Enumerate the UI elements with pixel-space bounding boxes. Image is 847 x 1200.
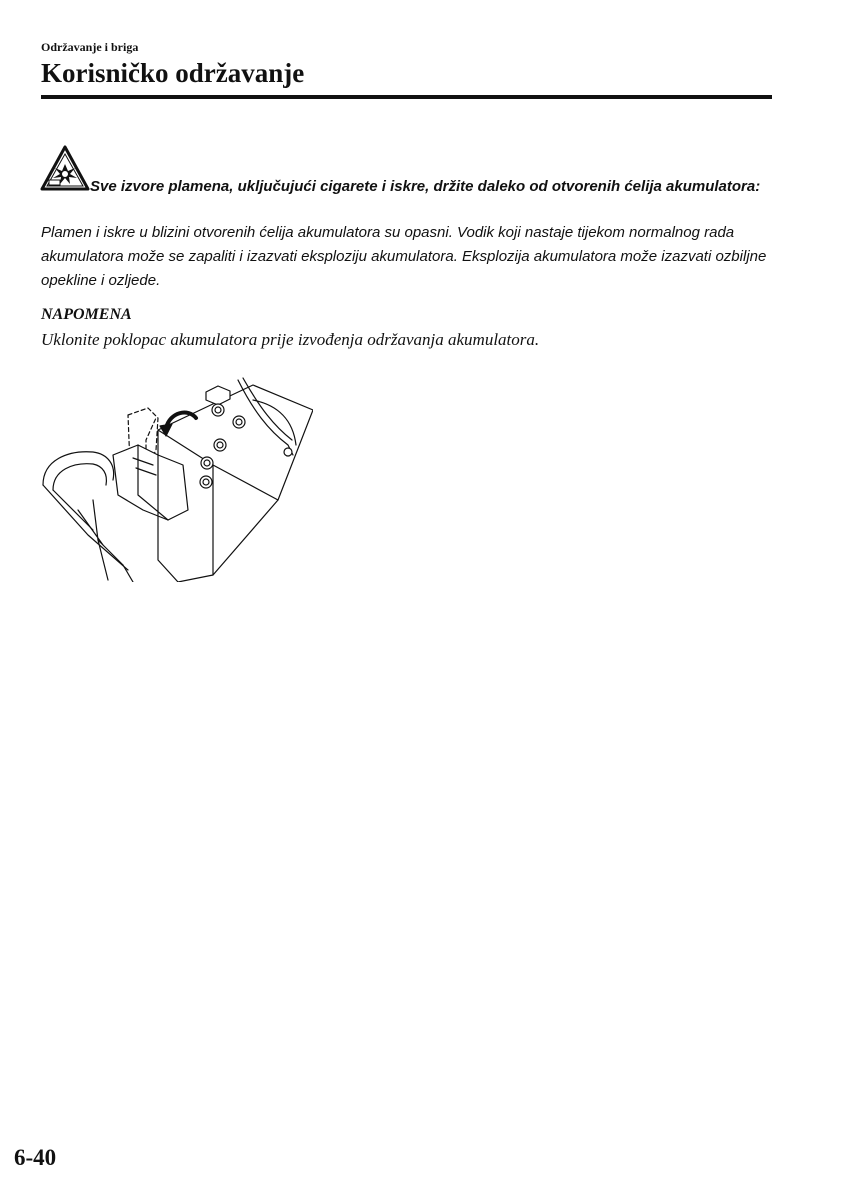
warning-body: Plamen i iskre u blizini otvorenih ćelija akumulatora su opasni. Vodik koji nastaje tijekom normalnog rada akumulatora može se zapaliti i izazvati eksploziju akumulatora. Eksplozija akumulatora može izazvati ozbiljne opekline i ozljede. <box>41 224 767 289</box>
battery-cover-removal-illustration <box>38 370 313 582</box>
note-body: Uklonite poklopac akumulatora prije izvođenja održavanja akumulatora. <box>41 330 540 349</box>
page-number: 6-40 <box>14 1145 57 1170</box>
page-title: Korisničko održavanje <box>41 58 305 88</box>
title-divider <box>41 95 772 99</box>
warning-heading: Sve izvore plamena, uključujući cigarete i iskre, držite daleko od otvorenih ćelija akumulatora: <box>90 178 761 195</box>
breadcrumb: Održavanje i briga <box>41 40 139 54</box>
note-heading: NAPOMENA <box>41 306 132 323</box>
